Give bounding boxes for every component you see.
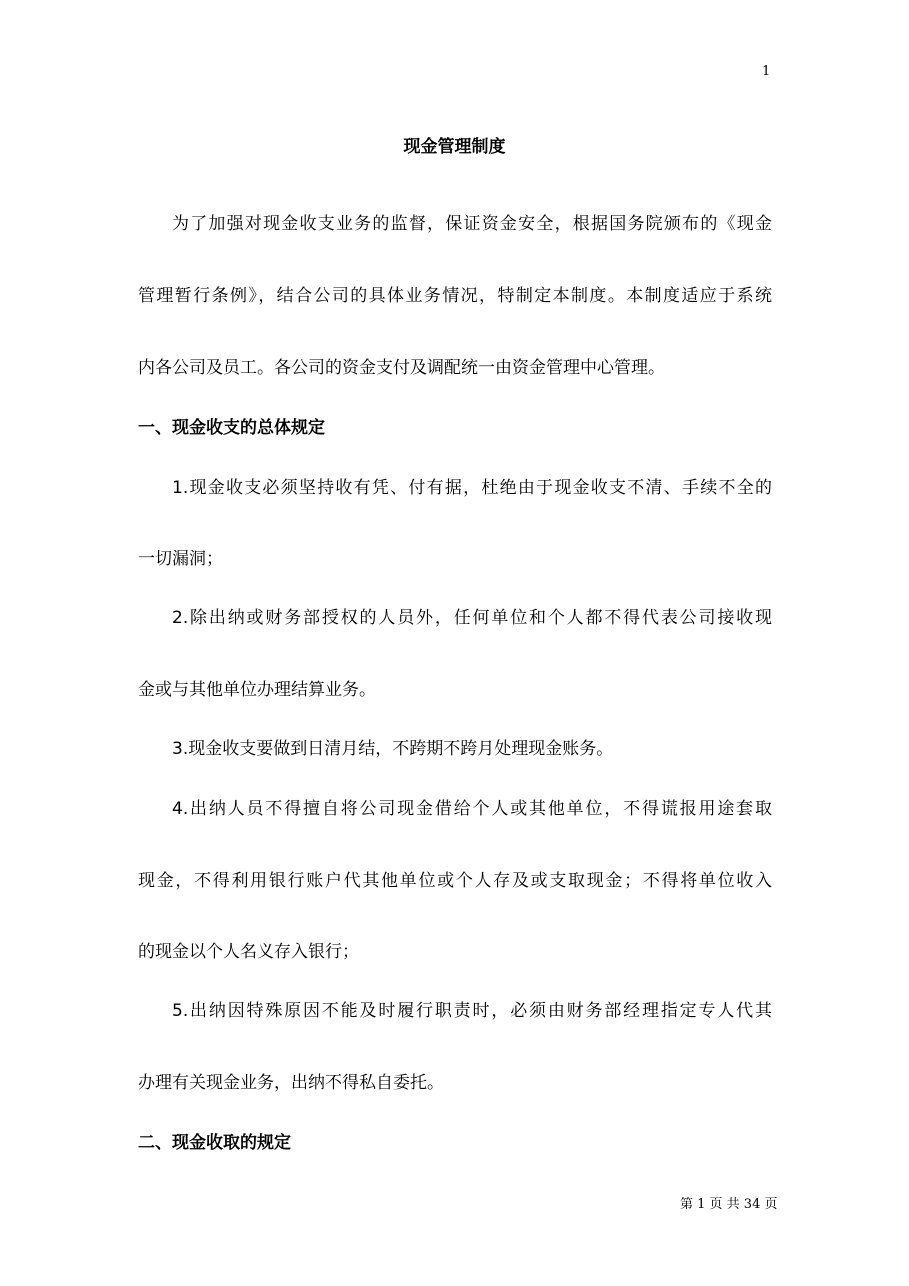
body-line: 5.出纳因特殊原因不能及时履行职责时，必须由财务部经理指定专人代其 <box>172 1001 772 1021</box>
body-line: 1.现金收支必须坚持收有凭、付有据，杜绝由于现金收支不清、手续不全的 <box>172 478 772 498</box>
page-number: 1 <box>762 64 771 79</box>
body-line: 一切漏洞； <box>138 549 223 569</box>
section-heading: 二、现金收取的规定 <box>138 1133 291 1153</box>
document-title: 现金管理制度 <box>403 137 506 157</box>
body-line: 内各公司及员工。各公司的资金支付及调配统一由资金管理中心管理。 <box>138 358 665 378</box>
section-heading: 一、现金收支的总体规定 <box>138 418 325 438</box>
body-line: 的现金以个人名义存入银行； <box>138 942 359 962</box>
body-line: 为了加强对现金收支业务的监督，保证资金安全，根据国务院颁布的《现金 <box>172 214 772 234</box>
body-line: 4.出纳人员不得擅自将公司现金借给个人或其他单位，不得谎报用途套取 <box>172 799 772 819</box>
body-line: 金或与其他单位办理结算业务。 <box>138 680 376 700</box>
body-line: 现金，不得利用银行账户代其他单位或个人存及或支取现金；不得将单位收入 <box>138 871 772 891</box>
footer-page-info: 第 1 页 共 34 页 <box>680 1197 778 1212</box>
body-line: 办理有关现金业务，出纳不得私自委托。 <box>138 1073 444 1093</box>
body-line: 3.现金收支要做到日清月结，不跨期不跨月处理现金账务。 <box>172 739 614 759</box>
body-line: 管理暂行条例》，结合公司的具体业务情况，特制定本制度。本制度适应于系统 <box>138 286 772 306</box>
body-line: 2.除出纳或财务部授权的人员外，任何单位和个人都不得代表公司接收现 <box>172 608 772 628</box>
